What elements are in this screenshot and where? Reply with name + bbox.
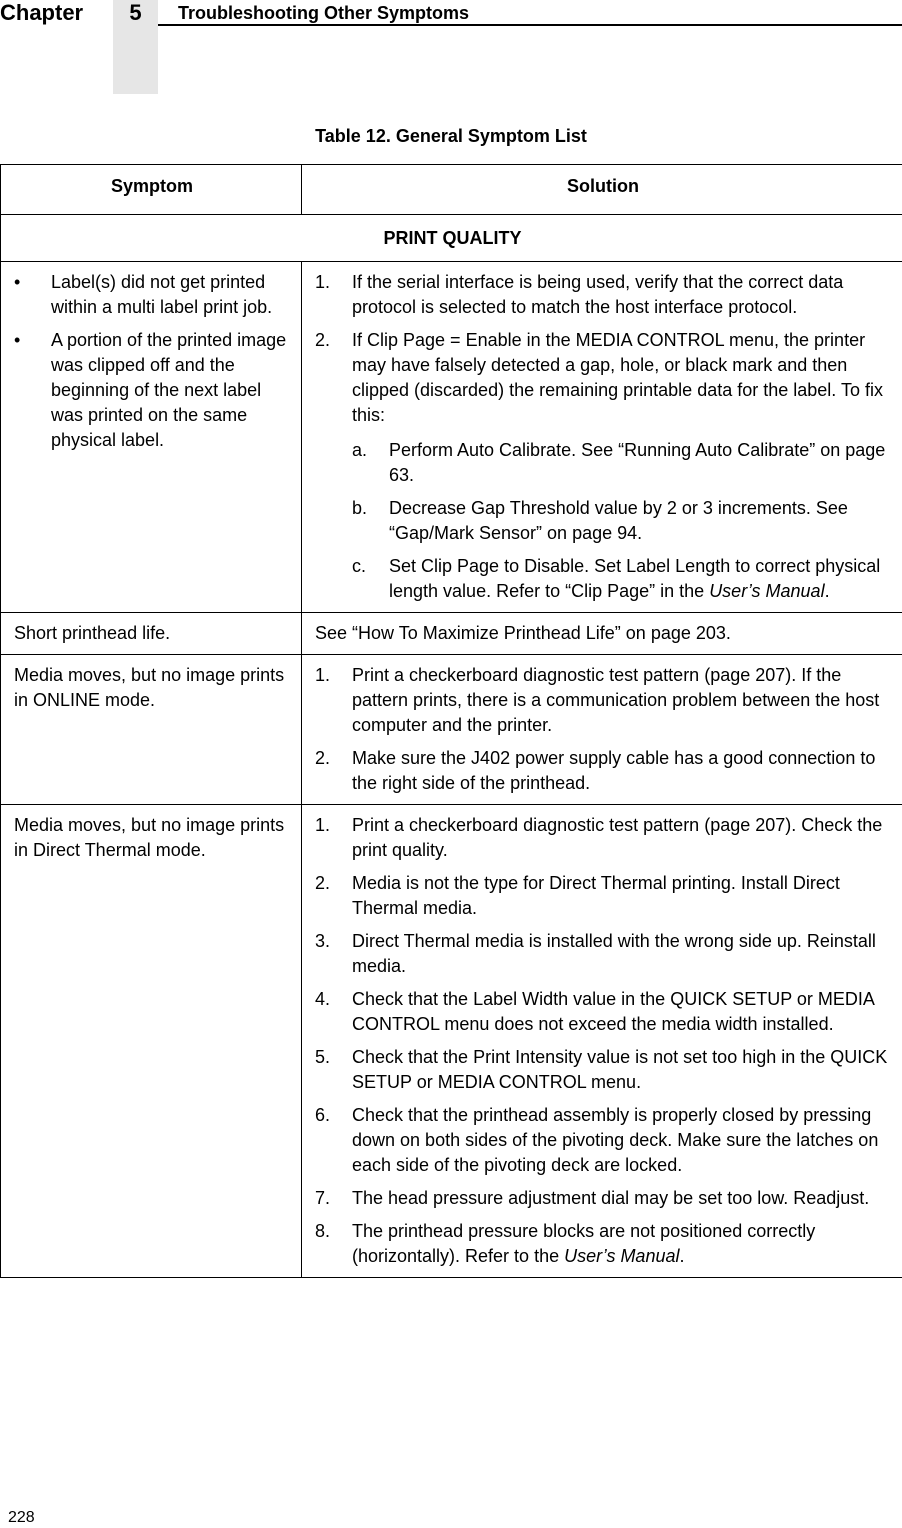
bullet-icon: • <box>14 330 21 350</box>
step-number: 2. <box>315 330 331 350</box>
step-text: Print a checkerboard diagnostic test pattern (page 207). Check the print quality. <box>352 815 883 860</box>
symptom-table <box>0 164 902 1278</box>
list-item <box>315 663 891 738</box>
substep-letter: b. <box>352 498 368 518</box>
chapter-tab <box>113 0 158 94</box>
substep-tail: . <box>824 581 830 601</box>
column-header-solution: Solution <box>302 165 902 215</box>
table-row <box>1 262 902 613</box>
header-rule <box>158 24 902 26</box>
step-text: Check that the Print Intensity value is not set too high in the QUICK SETUP or MEDIA CONTROL menu. <box>352 1047 888 1092</box>
step-number: 1. <box>315 272 331 292</box>
section-title: PRINT QUALITY <box>1 215 902 262</box>
table-row <box>1 613 902 655</box>
step-number: 1. <box>315 665 331 685</box>
step-number: 8. <box>315 1221 331 1241</box>
substep-text: Decrease Gap Threshold value by 2 or 3 increments. See “Gap/Mark Sensor” on page 94. <box>389 498 848 543</box>
step-number: 7. <box>315 1188 331 1208</box>
list-item <box>315 1219 891 1269</box>
list-item <box>315 270 891 320</box>
substep-letter: a. <box>352 440 368 460</box>
table-caption: Table 12. General Symptom List <box>315 126 587 146</box>
column-header-symptom: Symptom <box>1 165 302 215</box>
list-item <box>315 746 891 796</box>
list-item <box>315 871 891 921</box>
list-item <box>352 496 891 546</box>
symptom-cell: Media moves, but no image prints in Direct Thermal mode. <box>1 805 302 1278</box>
page-number: 228 <box>8 1509 35 1526</box>
list-item <box>315 929 891 979</box>
table-header-row <box>1 165 902 215</box>
chapter-number: 5 <box>129 0 142 25</box>
list-item <box>352 438 891 488</box>
solution-steps <box>315 813 891 1269</box>
step-text: Print a checkerboard diagnostic test pattern (page 207). If the pattern prints, there is a communication problem between the host computer and the printer. <box>352 665 880 735</box>
sub-steps <box>352 438 891 604</box>
substep-text: Set Clip Page to Disable. Set Label Length to correct physical length value. Refer to “Clip Page” in the <box>389 556 881 601</box>
step-number: 1. <box>315 815 331 835</box>
table-row <box>1 805 902 1278</box>
substep-text: Perform Auto Calibrate. See “Running Auto Calibrate” on page 63. <box>389 440 886 485</box>
table-row <box>1 655 902 805</box>
solution-cell <box>302 805 902 1278</box>
step-text: The head pressure adjustment dial may be set too low. Readjust. <box>352 1188 870 1208</box>
list-item <box>14 328 290 453</box>
list-item <box>315 328 891 604</box>
chapter-title: Troubleshooting Other Symptoms <box>178 3 470 23</box>
solution-cell: See “How To Maximize Printhead Life” on page 203. <box>302 613 902 655</box>
step-text: Media is not the type for Direct Thermal printing. Install Direct Thermal media. <box>352 873 840 918</box>
step-number: 2. <box>315 873 331 893</box>
step-text: The printhead pressure blocks are not positioned correctly (horizontally). Refer to the <box>352 1221 816 1266</box>
symptom-list <box>14 270 290 453</box>
list-item <box>315 987 891 1037</box>
step-text: If Clip Page = Enable in the MEDIA CONTROL menu, the printer may have falsely detected a gap, hole, or black mark and then clipped (discarded) the remaining printable data for the label. To fix this: <box>352 330 883 425</box>
section-row <box>1 215 902 262</box>
solution-cell <box>302 262 902 613</box>
step-number: 2. <box>315 748 331 768</box>
step-text: Check that the Label Width value in the QUICK SETUP or MEDIA CONTROL menu does not exceed the media width installed. <box>352 989 874 1034</box>
solution-steps <box>315 663 891 796</box>
manual-reference: User’s Manual <box>709 581 825 601</box>
solution-cell <box>302 655 902 805</box>
bullet-icon: • <box>14 272 21 292</box>
step-text: Make sure the J402 power supply cable has a good connection to the right side of the printhead. <box>352 748 876 793</box>
manual-reference: User’s Manual <box>564 1246 680 1266</box>
list-item <box>352 554 891 604</box>
symptom-cell: Media moves, but no image prints in ONLINE mode. <box>1 655 302 805</box>
list-item <box>14 270 290 320</box>
step-number: 4. <box>315 989 331 1009</box>
solution-steps <box>315 270 891 604</box>
symptom-text: Label(s) did not get printed within a multi label print job. <box>51 272 273 317</box>
list-item <box>315 813 891 863</box>
symptom-cell: Short printhead life. <box>1 613 302 655</box>
symptom-cell <box>1 262 302 613</box>
step-text: Check that the printhead assembly is properly closed by pressing down on both sides of the pivoting deck. Make sure the latches on each side of the pivoting deck are locked. <box>352 1105 879 1175</box>
list-item <box>315 1045 891 1095</box>
step-number: 6. <box>315 1105 331 1125</box>
substep-letter: c. <box>352 556 367 576</box>
chapter-label: Chapter <box>0 0 84 25</box>
list-item <box>315 1186 891 1211</box>
step-number: 5. <box>315 1047 331 1067</box>
step-text: Direct Thermal media is installed with the wrong side up. Reinstall media. <box>352 931 876 976</box>
step-number: 3. <box>315 931 331 951</box>
page-header <box>0 0 902 95</box>
step-text: If the serial interface is being used, verify that the correct data protocol is selected to match the host interface protocol. <box>352 272 844 317</box>
list-item <box>315 1103 891 1178</box>
step-tail: . <box>679 1246 685 1266</box>
symptom-text: A portion of the printed image was clipped off and the beginning of the next label was printed on the same physical label. <box>51 330 287 450</box>
